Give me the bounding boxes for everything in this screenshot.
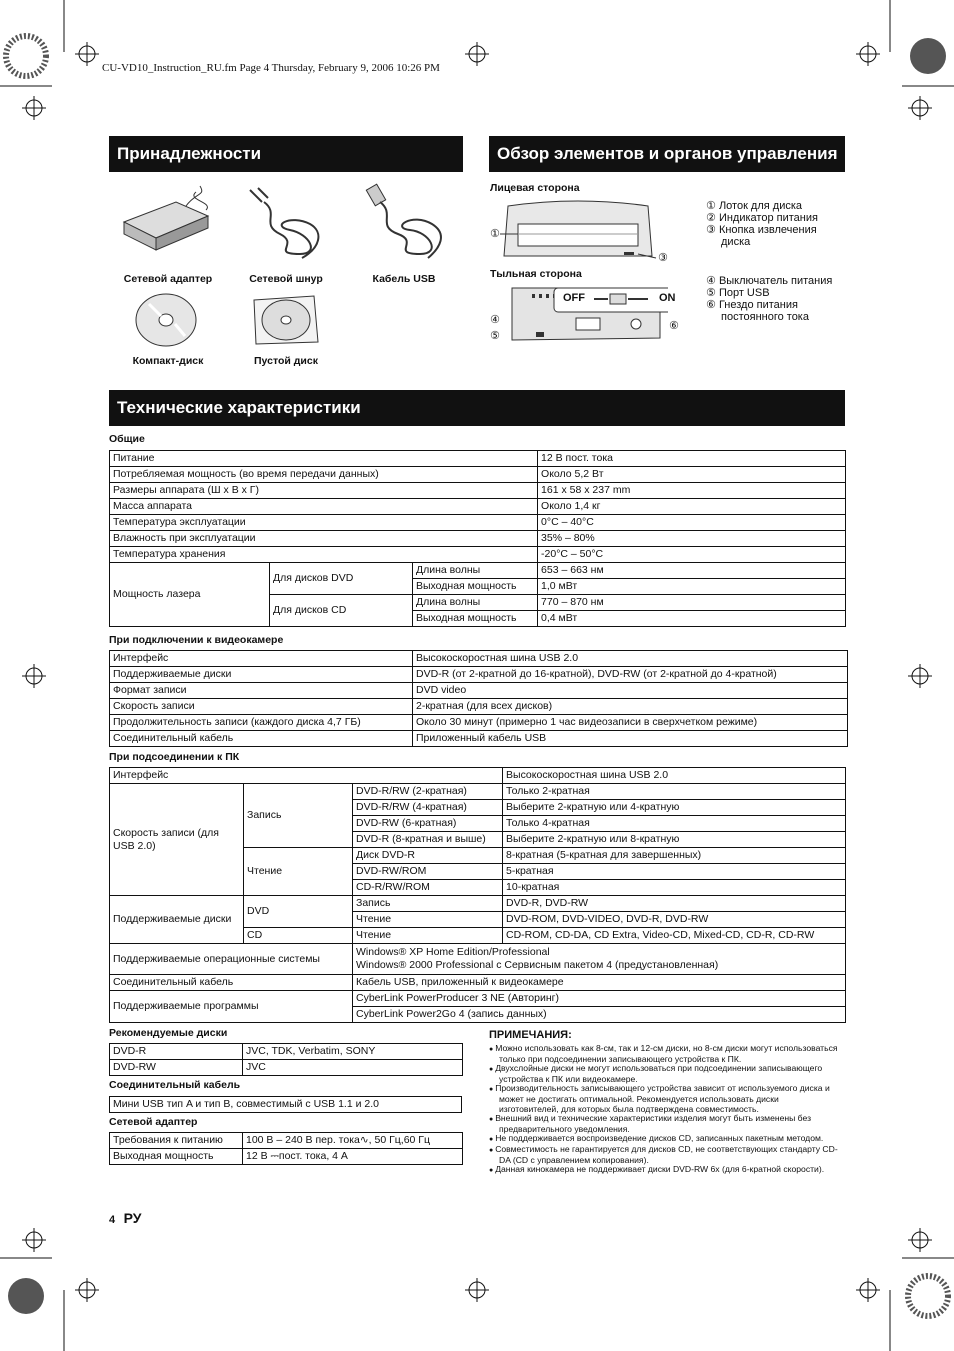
rear-item-5: ⑤ Порт USB (706, 287, 770, 299)
switch-off-label: OFF (563, 292, 585, 304)
note-item: ● Данная кинокамера не поддерживает диски DVD-RW 6x (для 6-кратной скорости). (489, 1165, 839, 1176)
notes-list (489, 1044, 839, 1176)
table-row: DVD-RW/ROM 5-кратная (110, 864, 846, 880)
callout-1-front: ① (490, 228, 500, 240)
callout-3-front: ③ (658, 252, 668, 264)
caption-blank-disc: Пустой диск (254, 355, 318, 367)
caption-usb-cable: Кабель USB (372, 273, 436, 285)
table-row: Влажность при эксплуатации 35% – 80% (110, 531, 846, 547)
page-lang: РУ (123, 1210, 142, 1226)
caption-cd-disc: Компакт-диск (132, 355, 204, 367)
table-row: Поддерживаемые операционные системы Windows® XP Home Edition/Professional Windows® 2000 Professional с Сервисным пакетом 4 (предустановленная) (110, 944, 846, 975)
front-view-illustration (488, 196, 668, 266)
table-row: DVD-RW JVC (110, 1060, 463, 1076)
pc-heading: При подсоединении к ПК (109, 751, 240, 763)
front-item-2: ② Индикатор питания (706, 212, 818, 224)
specs-title: Технические характеристики (109, 390, 845, 426)
table-row: CyberLink Power2Go 4 (запись данных) (110, 1007, 846, 1023)
ac-adapter-icon (116, 182, 216, 264)
rear-label: Тыльная сторона (490, 268, 582, 280)
table-row: Чтение Диск DVD-R 8-кратная (5-кратная для завершенных) (110, 848, 846, 864)
table-row: Размеры аппарата (Ш x В x Г) 161 x 58 x 237 mm (110, 483, 846, 499)
adapter-table (109, 1132, 463, 1165)
table-row: Масса аппарата Около 1,4 кг (110, 499, 846, 515)
table-row: DVD-R JVC, TDK, Verbatim, SONY (110, 1044, 463, 1060)
general-spec-table (109, 450, 846, 627)
front-label: Лицевая сторона (490, 182, 580, 194)
switch-on-label: ON (659, 292, 676, 304)
callout-4-rear: ④ (490, 314, 500, 326)
table-row: Поддерживаемые диски DVD-R (от 2-кратной до 16-кратной), DVD-RW (от 2-кратной до 4-кратной) (110, 667, 848, 683)
accessories-title: Принадлежности (109, 136, 463, 172)
callout-6-rear: ⑥ (669, 320, 679, 332)
blank-disc-icon (248, 292, 324, 348)
conn-cable-table (109, 1096, 462, 1113)
camera-spec-table (109, 650, 848, 747)
table-row: Температура хранения -20°C – 50°C (110, 547, 846, 563)
caption-ac-adapter: Сетевой адаптер (123, 273, 213, 285)
page-number (109, 1210, 141, 1228)
table-row: Мощность лазера Для дисков DVD Длина волны 653 – 663 нм (110, 563, 846, 579)
table-row: Соединительный кабель Кабель USB, приложенный к видеокамере (110, 975, 846, 991)
rear-item-4: ④ Выключатель питания (706, 275, 833, 287)
table-row: Соединительный кабель Приложенный кабель USB (110, 731, 848, 747)
table-row: CD Чтение CD-ROM, CD-DA, CD Extra, Video-CD, Mixed-CD, CD-R, CD-RW (110, 928, 846, 944)
table-row: CD-R/RW/ROM 10-кратная (110, 880, 846, 896)
adapter-heading: Сетевой адаптер (109, 1116, 198, 1128)
table-row: DVD-RW (6-кратная) Только 4-кратная (110, 816, 846, 832)
file-info-line: CU-VD10_Instruction_RU.fm Page 4 Thursday, February 9, 2006 10:26 PM (102, 62, 440, 74)
table-row: Поддерживаемые диски DVD Запись DVD-R, DVD-RW (110, 896, 846, 912)
table-row: Чтение DVD-ROM, DVD-VIDEO, DVD-R, DVD-RW (110, 912, 846, 928)
front-item-1: ① Лоток для диска (706, 200, 803, 212)
overview-title: Обзор элементов и органов управления (489, 136, 845, 172)
recommended-table (109, 1043, 463, 1076)
table-row: Скорость записи 2-кратная (для всех дисков) (110, 699, 848, 715)
camera-heading: При подключении к видеокамере (109, 634, 284, 646)
table-row: Потребляемая мощность (во время передачи данных) Около 5,2 Вт (110, 467, 846, 483)
general-heading: Общие (109, 433, 145, 445)
table-row: Питание 12 В пост. тока (110, 451, 846, 467)
note-item: ● Производительность записывающего устройства зависит от используемого диска и может не достигать оптимальной. Рекомендуется использовать диски изготовителей, для которых была подтверждена совместимость. (489, 1084, 839, 1114)
rear-item-6: ⑥ Гнездо питания постоянного тока (706, 299, 809, 323)
table-row: Продолжительность записи (каждого диска 4,7 ГБ) Около 30 минут (примерно 1 час видеозаписи в сверхчетком режиме) (110, 715, 848, 731)
table-row: Выходная мощность 0,4 мВт (110, 611, 846, 627)
os-line-2: Windows® 2000 Professional с Сервисным пакетом 4 (предустановленная) (356, 959, 719, 971)
front-parts-list (706, 200, 841, 248)
pc-spec-table (109, 767, 846, 1023)
os-line-1: Windows® XP Home Edition/Professional (356, 946, 550, 958)
note-item: ● Не поддерживается воспроизведение дисков CD, записанных пакетным методом. (489, 1134, 839, 1145)
note-item: ● Можно использовать как 8-см, так и 12-см диски, но 8-см диски могут использоваться только при подсоединении записывающего устройства к ПК. (489, 1044, 839, 1064)
table-row: Выходная мощность 12 В ⎓пост. тока, 4 A (110, 1149, 463, 1165)
cd-disc-icon (131, 292, 201, 348)
rear-parts-list (706, 275, 841, 323)
note-item: ● Двухслойные диски не могут использоваться при подсоединении записывающего устройства к ПК или видеокамере. (489, 1064, 839, 1084)
table-row: Выходная мощность 1,0 мВт (110, 579, 846, 595)
table-row: DVD-R/RW (4-кратная) Выберите 2-кратную или 4-кратную (110, 800, 846, 816)
callout-5-rear: ⑤ (490, 330, 500, 342)
caption-power-cord: Сетевой шнур (249, 273, 323, 285)
table-row: DVD-R (8-кратная и выше) Выберите 2-кратную или 8-кратную (110, 832, 846, 848)
table-row: Интерфейс Высокоскоростная шина USB 2.0 (110, 768, 846, 784)
table-row: Поддерживаемые программы CyberLink PowerProducer 3 NE (Авторинг) (110, 991, 846, 1007)
table-row: Мини USB тип A и тип B, совместимый с USB 1.1 и 2.0 (110, 1097, 462, 1113)
page-num: 4 (109, 1214, 116, 1226)
usb-cable-icon (356, 182, 456, 264)
conn-cable-heading: Соединительный кабель (109, 1079, 241, 1091)
notes-title: ПРИМЕЧАНИЯ: (489, 1029, 572, 1041)
table-row: Интерфейс Высокоскоростная шина USB 2.0 (110, 651, 848, 667)
table-row: Требования к питанию 100 В – 240 В пер. тока∿, 50 Гц,60 Гц (110, 1133, 463, 1149)
power-cord-icon (240, 184, 330, 264)
table-row: Формат записи DVD video (110, 683, 848, 699)
front-item-3: ③ Кнопка извлечения диска (706, 224, 817, 248)
table-row: Скорость записи (для USB 2.0) Запись DVD-R/RW (2-кратная) Только 2-кратная (110, 784, 846, 800)
recommended-heading: Рекомендуемые диски (109, 1027, 228, 1039)
table-row: Температура эксплуатации 0°C – 40°C (110, 515, 846, 531)
note-item: ● Внешний вид и технические характеристики изделия могут быть изменены без предварительного уведомления. (489, 1114, 839, 1134)
table-row: Для дисков CD Длина волны 770 – 870 нм (110, 595, 846, 611)
note-item: ● Совместимость не гарантируется для дисков CD, не соответствующих стандарту CD-DA (CD с управлением копирования). (489, 1145, 839, 1165)
